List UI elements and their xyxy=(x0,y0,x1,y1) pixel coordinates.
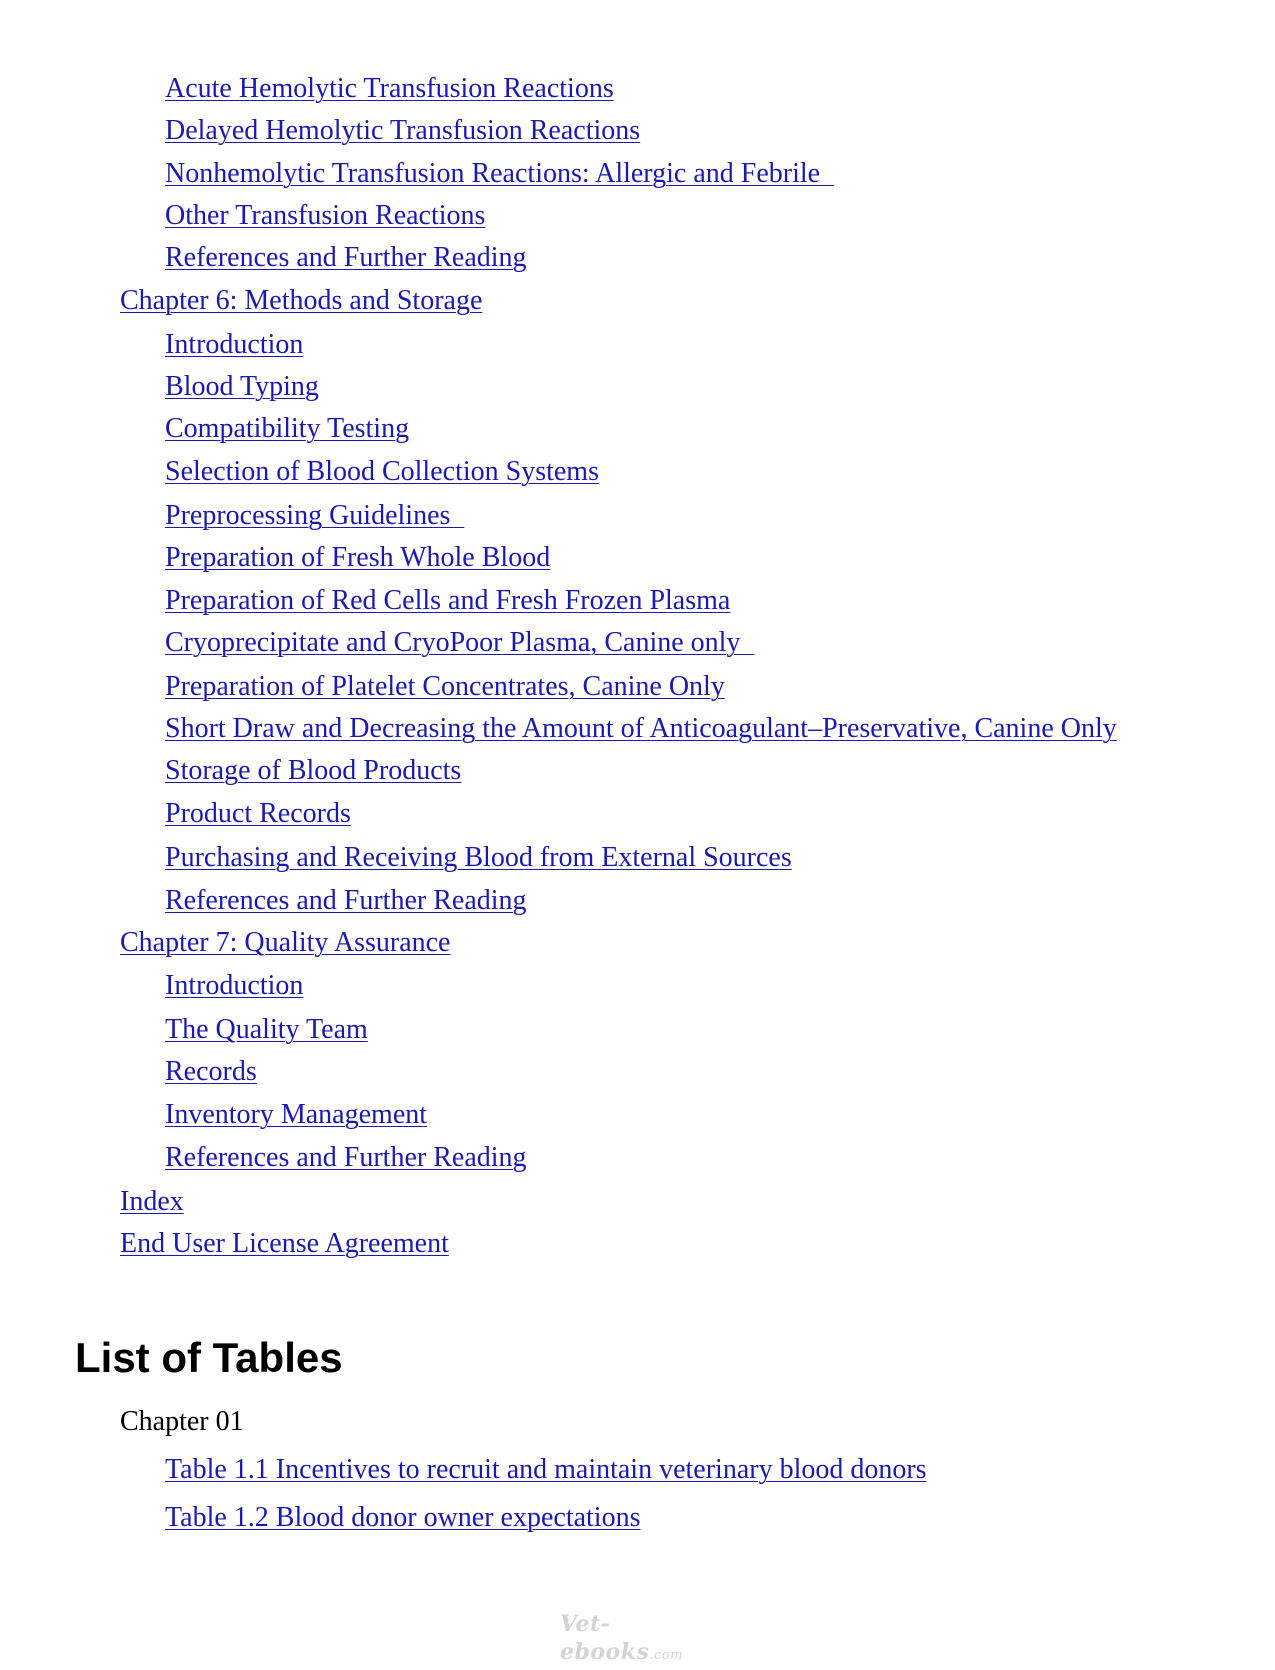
toc-link-other-transfusion-reactions[interactable]: Other Transfusion Reactions xyxy=(165,200,486,231)
toc-link-preparation-red-cells-ffp[interactable]: Preparation of Red Cells and Fresh Frozen Plasma xyxy=(165,585,731,616)
toc-link-platelet-concentrates[interactable]: Preparation of Platelet Concentrates, Canine Only xyxy=(165,671,725,702)
toc-link-product-records[interactable]: Product Records xyxy=(165,798,351,829)
list-of-tables-heading: List of Tables xyxy=(75,1334,343,1381)
toc-link-chapter-6[interactable]: Chapter 6: Methods and Storage xyxy=(120,285,483,316)
toc-link-records[interactable]: Records xyxy=(165,1056,257,1087)
toc-link-references-ch7[interactable]: References and Further Reading xyxy=(165,1142,527,1173)
toc-link-introduction-ch7[interactable]: Introduction xyxy=(165,970,304,1001)
toc-link-the-quality-team[interactable]: The Quality Team xyxy=(165,1014,368,1045)
toc-link-selection-of-blood-collection-systems[interactable]: Selection of Blood Collection Systems xyxy=(165,456,599,487)
toc-link-purchasing-receiving-blood[interactable]: Purchasing and Receiving Blood from External Sources xyxy=(165,842,792,873)
toc-link-references-ch6[interactable]: References and Further Reading xyxy=(165,885,527,916)
toc-link-acute-hemolytic-transfusion-reactions[interactable]: Acute Hemolytic Transfusion Reactions xyxy=(165,73,614,104)
watermark-suffix: .com xyxy=(649,1648,683,1663)
toc-link-introduction-ch6[interactable]: Introduction xyxy=(165,329,304,360)
toc-link-storage-of-blood-products[interactable]: Storage of Blood Products xyxy=(165,755,462,786)
toc-link-nonhemolytic-transfusion-reactions[interactable]: Nonhemolytic Transfusion Reactions: Allergic and Febrile xyxy=(165,158,835,189)
watermark-brand: Vet-ebooks xyxy=(560,1611,650,1665)
toc-link-blood-typing[interactable]: Blood Typing xyxy=(165,371,319,402)
toc-link-inventory-management[interactable]: Inventory Management xyxy=(165,1099,428,1130)
toc-link-cryoprecipitate[interactable]: Cryoprecipitate and CryoPoor Plasma, Canine only xyxy=(165,627,755,658)
toc-link-chapter-7[interactable]: Chapter 7: Quality Assurance xyxy=(120,927,451,958)
toc-link-references-ch5[interactable]: References and Further Reading xyxy=(165,242,527,273)
toc-link-delayed-hemolytic-transfusion-reactions[interactable]: Delayed Hemolytic Transfusion Reactions xyxy=(165,115,641,146)
toc-link-compatibility-testing[interactable]: Compatibility Testing xyxy=(165,413,410,444)
toc-link-index[interactable]: Index xyxy=(120,1186,184,1217)
table-link-1-2[interactable]: Table 1.2 Blood donor owner expectations xyxy=(165,1502,641,1533)
chapter-01-label: Chapter 01 xyxy=(120,1406,244,1437)
toc-link-end-user-license-agreement[interactable]: End User License Agreement xyxy=(120,1228,449,1259)
table-link-1-1[interactable]: Table 1.1 Incentives to recruit and maintain veterinary blood donors xyxy=(165,1454,927,1485)
toc-link-preprocessing-guidelines[interactable]: Preprocessing Guidelines xyxy=(165,500,465,531)
toc-link-short-draw[interactable]: Short Draw and Decreasing the Amount of Anticoagulant–Preservative, Canine Only xyxy=(165,713,1117,744)
toc-link-preparation-fresh-whole-blood[interactable]: Preparation of Fresh Whole Blood xyxy=(165,542,551,573)
watermark-logo xyxy=(560,1610,720,1665)
